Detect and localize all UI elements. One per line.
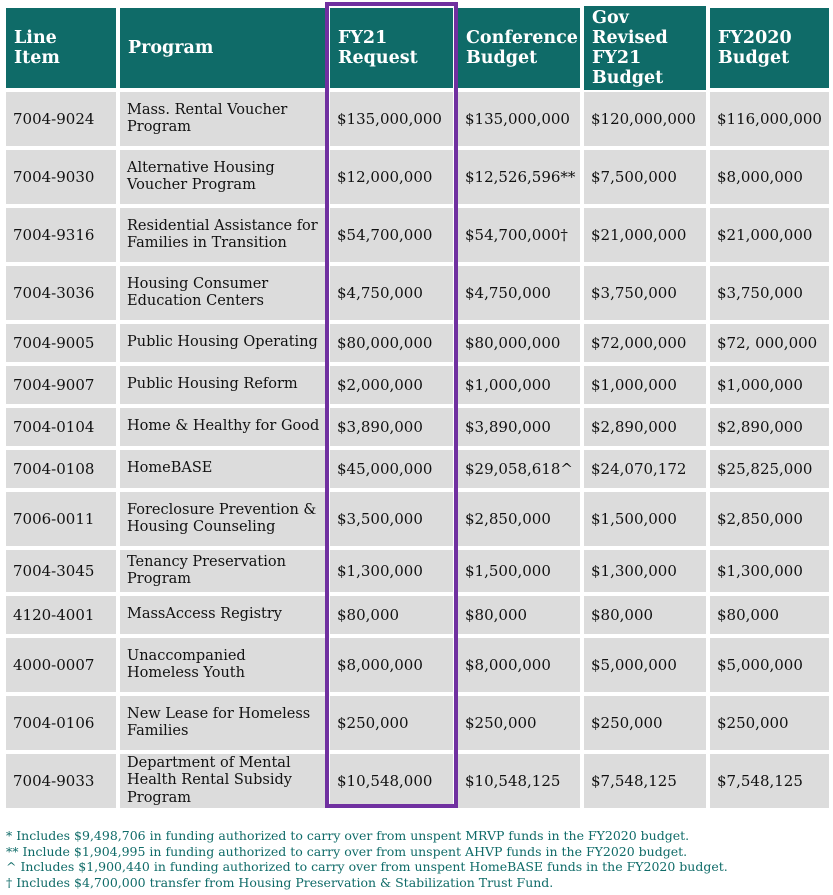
footnote: ** Include $1,904,995 in funding authorized to carry over from unspent AHVP funds in the FY2020 budget. bbox=[6, 843, 688, 859]
header-conference-budget: Conference Budget bbox=[458, 8, 580, 88]
cell-gov-revised-fy21-budget: $72,000,000 bbox=[584, 324, 706, 362]
cell-fy2020-budget: $25,825,000 bbox=[710, 450, 829, 488]
footnote: ^ Includes $1,900,440 in funding authorized to carry over from unspent HomeBASE funds in the FY2020 budget. bbox=[6, 859, 728, 875]
header-program: Program bbox=[120, 8, 325, 88]
cell-line-item: 7004-3036 bbox=[6, 266, 116, 320]
cell-program: New Lease for Homeless Families bbox=[120, 696, 325, 750]
cell-fy2020-budget: $250,000 bbox=[710, 696, 829, 750]
cell-fy2020-budget: $116,000,000 bbox=[710, 92, 829, 146]
cell-gov-revised-fy21-budget: $2,890,000 bbox=[584, 408, 706, 446]
cell-fy21-request: $135,000,000 bbox=[330, 92, 453, 146]
cell-program: Public Housing Operating bbox=[120, 324, 325, 362]
cell-fy2020-budget: $1,300,000 bbox=[710, 550, 829, 592]
cell-fy21-request: $4,750,000 bbox=[330, 266, 453, 320]
cell-line-item: 7004-9007 bbox=[6, 366, 116, 404]
cell-gov-revised-fy21-budget: $80,000 bbox=[584, 596, 706, 634]
cell-conference-budget: $8,000,000 bbox=[458, 638, 580, 692]
cell-fy21-request: $45,000,000 bbox=[330, 450, 453, 488]
cell-fy2020-budget: $72, 000,000 bbox=[710, 324, 829, 362]
cell-fy2020-budget: $8,000,000 bbox=[710, 150, 829, 204]
cell-gov-revised-fy21-budget: $1,500,000 bbox=[584, 492, 706, 546]
cell-program: Mass. Rental Voucher Program bbox=[120, 92, 325, 146]
cell-fy2020-budget: $2,850,000 bbox=[710, 492, 829, 546]
cell-fy21-request: $12,000,000 bbox=[330, 150, 453, 204]
cell-conference-budget: $1,500,000 bbox=[458, 550, 580, 592]
cell-line-item: 7004-0108 bbox=[6, 450, 116, 488]
cell-fy2020-budget: $80,000 bbox=[710, 596, 829, 634]
cell-gov-revised-fy21-budget: $7,500,000 bbox=[584, 150, 706, 204]
cell-fy2020-budget: $2,890,000 bbox=[710, 408, 829, 446]
cell-fy21-request: $3,890,000 bbox=[330, 408, 453, 446]
cell-program: Unaccompanied Homeless Youth bbox=[120, 638, 325, 692]
cell-conference-budget: $10,548,125 bbox=[458, 754, 580, 808]
cell-program: HomeBASE bbox=[120, 450, 325, 488]
cell-conference-budget: $80,000,000 bbox=[458, 324, 580, 362]
cell-line-item: 7004-0104 bbox=[6, 408, 116, 446]
cell-line-item: 4000-0007 bbox=[6, 638, 116, 692]
cell-fy2020-budget: $5,000,000 bbox=[710, 638, 829, 692]
cell-program: Alternative Housing Voucher Program bbox=[120, 150, 325, 204]
cell-conference-budget: $29,058,618^ bbox=[458, 450, 580, 488]
cell-line-item: 7004-0106 bbox=[6, 696, 116, 750]
cell-program: Tenancy Preservation Program bbox=[120, 550, 325, 592]
cell-line-item: 7004-3045 bbox=[6, 550, 116, 592]
header-gov-revised-fy21-budget: Gov Revised FY21 Budget bbox=[584, 6, 706, 90]
cell-conference-budget: $2,850,000 bbox=[458, 492, 580, 546]
footnote: † Includes $4,700,000 transfer from Housing Preservation & Stabilization Trust Fund. bbox=[6, 874, 554, 890]
cell-line-item: 7004-9033 bbox=[6, 754, 116, 808]
cell-conference-budget: $4,750,000 bbox=[458, 266, 580, 320]
cell-gov-revised-fy21-budget: $250,000 bbox=[584, 696, 706, 750]
cell-gov-revised-fy21-budget: $3,750,000 bbox=[584, 266, 706, 320]
cell-fy2020-budget: $21,000,000 bbox=[710, 208, 829, 262]
cell-fy2020-budget: $1,000,000 bbox=[710, 366, 829, 404]
header-fy2020-budget: FY2020 Budget bbox=[710, 8, 829, 88]
cell-fy21-request: $3,500,000 bbox=[330, 492, 453, 546]
footnote: * Includes $9,498,706 in funding authorized to carry over from unspent MRVP funds in the FY2020 budget. bbox=[6, 828, 690, 843]
cell-program: Housing Consumer Education Centers bbox=[120, 266, 325, 320]
cell-gov-revised-fy21-budget: $24,070,172 bbox=[584, 450, 706, 488]
cell-program: Residential Assistance for Families in Transition bbox=[120, 208, 325, 262]
cell-line-item: 7006-0011 bbox=[6, 492, 116, 546]
cell-fy21-request: $54,700,000 bbox=[330, 208, 453, 262]
cell-fy21-request: $1,300,000 bbox=[330, 550, 453, 592]
cell-conference-budget: $1,000,000 bbox=[458, 366, 580, 404]
cell-line-item: 7004-9024 bbox=[6, 92, 116, 146]
cell-fy21-request: $10,548,000 bbox=[330, 754, 453, 808]
cell-gov-revised-fy21-budget: $120,000,000 bbox=[584, 92, 706, 146]
cell-fy21-request: $2,000,000 bbox=[330, 366, 453, 404]
header-line-item: Line Item bbox=[6, 8, 116, 88]
cell-gov-revised-fy21-budget: $5,000,000 bbox=[584, 638, 706, 692]
cell-program: MassAccess Registry bbox=[120, 596, 325, 634]
cell-conference-budget: $54,700,000† bbox=[458, 208, 580, 262]
cell-line-item: 4120-4001 bbox=[6, 596, 116, 634]
cell-line-item: 7004-9005 bbox=[6, 324, 116, 362]
cell-program: Department of Mental Health Rental Subsidy Program bbox=[120, 754, 325, 808]
cell-fy21-request: $8,000,000 bbox=[330, 638, 453, 692]
cell-program: Foreclosure Prevention & Housing Counseling bbox=[120, 492, 325, 546]
cell-gov-revised-fy21-budget: $21,000,000 bbox=[584, 208, 706, 262]
cell-gov-revised-fy21-budget: $1,300,000 bbox=[584, 550, 706, 592]
cell-line-item: 7004-9030 bbox=[6, 150, 116, 204]
cell-line-item: 7004-9316 bbox=[6, 208, 116, 262]
cell-conference-budget: $12,526,596** bbox=[458, 150, 580, 204]
cell-program: Home & Healthy for Good bbox=[120, 408, 325, 446]
cell-gov-revised-fy21-budget: $7,548,125 bbox=[584, 754, 706, 808]
cell-conference-budget: $80,000 bbox=[458, 596, 580, 634]
cell-conference-budget: $3,890,000 bbox=[458, 408, 580, 446]
cell-fy21-request: $250,000 bbox=[330, 696, 453, 750]
cell-fy21-request: $80,000,000 bbox=[330, 324, 453, 362]
cell-gov-revised-fy21-budget: $1,000,000 bbox=[584, 366, 706, 404]
footnotes bbox=[6, 828, 831, 890]
header-fy21-request: FY21 Request bbox=[330, 8, 453, 88]
cell-program: Public Housing Reform bbox=[120, 366, 325, 404]
cell-fy2020-budget: $7,548,125 bbox=[710, 754, 829, 808]
cell-fy2020-budget: $3,750,000 bbox=[710, 266, 829, 320]
cell-fy21-request: $80,000 bbox=[330, 596, 453, 634]
cell-conference-budget: $250,000 bbox=[458, 696, 580, 750]
cell-conference-budget: $135,000,000 bbox=[458, 92, 580, 146]
